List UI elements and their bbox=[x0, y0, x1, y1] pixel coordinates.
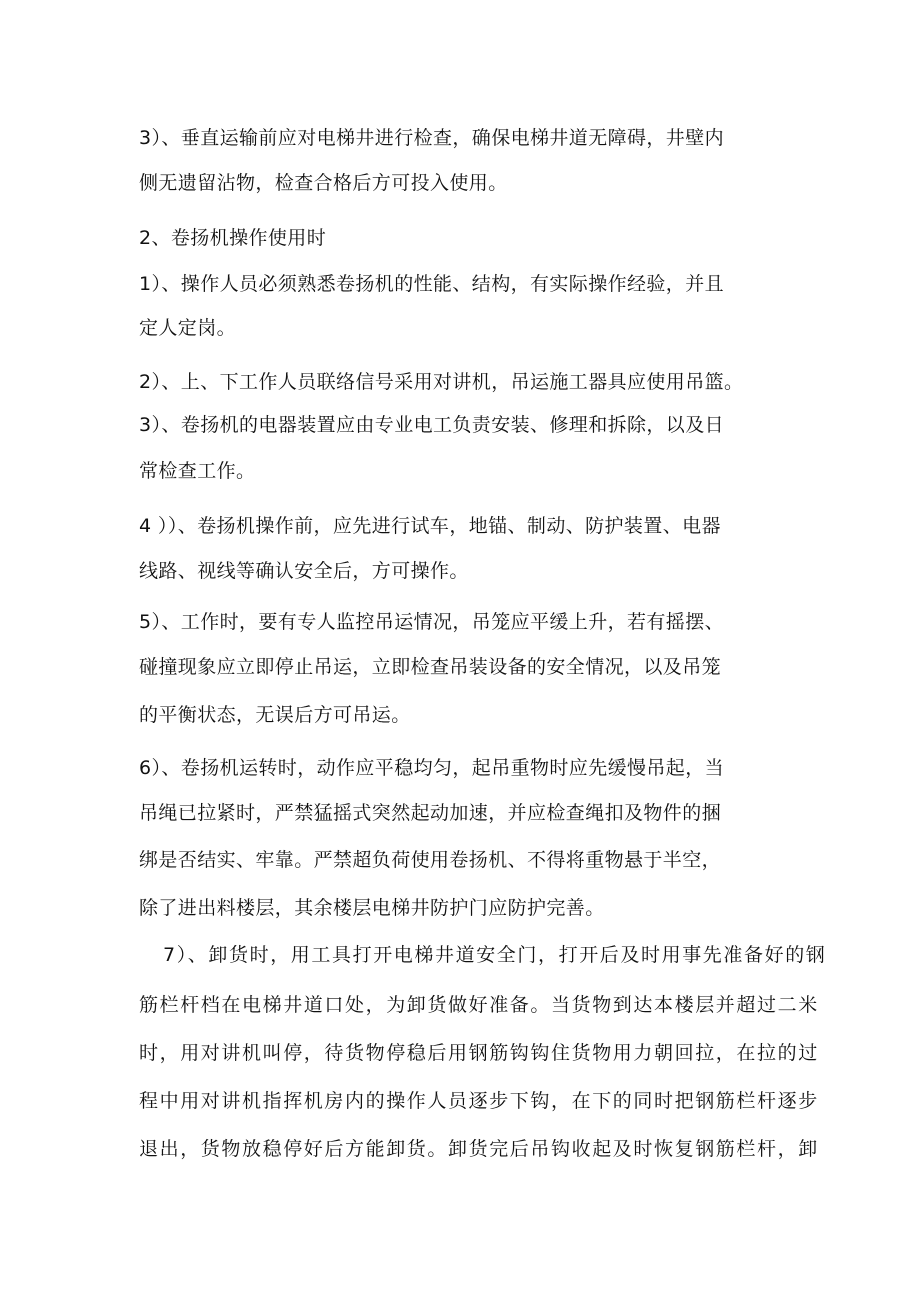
paragraph-4-line-2: 线路、视线等确认安全后，方可操作。 bbox=[139, 560, 469, 582]
paragraph-6-line-1: 6）、卷扬机运转时，动作应平稳均匀，起吊重物时应先缓慢吊起，当 bbox=[139, 757, 724, 779]
paragraph-3-line-2: 常检查工作。 bbox=[139, 460, 256, 482]
paragraph-6-line-4: 除了进出料楼层，其余楼层电梯井防护门应防护完善。 bbox=[139, 897, 605, 919]
paragraph-6-line-3: 绑是否结实、牢靠。严禁超负荷使用卷扬机、不得将重物悬于半空， bbox=[139, 849, 722, 871]
paragraph-7-line-2: 筋栏杆档在电梯井道口处，为卸货做好准备。当货物到达本楼层并超过二米 bbox=[139, 994, 819, 1016]
paragraph-1-line-2: 定人定岗。 bbox=[139, 317, 237, 339]
paragraph-5-line-2: 碰撞现象应立即停止吊运，立即检查吊装设备的安全情况，以及吊笼 bbox=[139, 656, 722, 678]
paragraph-7-line-1: 7）、卸货时，用工具打开电梯井道安全门，打开后及时用事先准备好的钢 bbox=[163, 944, 827, 966]
paragraph-6-line-2: 吊绳已拉紧时，严禁猛摇式突然起动加速，并应检查绳扣及物件的捆 bbox=[139, 802, 722, 824]
paragraph-5-line-1: 5）、工作时，要有专人监控吊运情况，吊笼应平缓上升，若有摇摆、 bbox=[139, 611, 724, 633]
paragraph-7-line-4: 程中用对讲机指挥机房内的操作人员逐步下钩，在下的同时把钢筋栏杆逐步 bbox=[139, 1090, 819, 1112]
paragraph-1-line-1: 1）、操作人员必须熟悉卷扬机的性能、结构，有实际操作经验，并且 bbox=[139, 273, 724, 295]
paragraph-2-line-1: 2）、上、下工作人员联络信号采用对讲机，吊运施工器具应使用吊篮。 bbox=[139, 371, 744, 393]
paragraph-3-vertical-transport-line-2: 侧无遗留沾物，检查合格后方可投入使用。 bbox=[139, 172, 508, 194]
paragraph-3-line-1: 3）、卷扬机的电器装置应由专业电工负责安装、修理和拆除，以及日 bbox=[139, 414, 724, 436]
paragraph-3-vertical-transport-line-1: 3）、垂直运输前应对电梯井进行检查，确保电梯井道无障碍，井壁内 bbox=[139, 127, 724, 149]
paragraph-7-line-3: 时，用对讲机叫停，待货物停稳后用钢筋钩钩住货物用力朝回拉，在拉的过 bbox=[139, 1042, 819, 1064]
paragraph-7-line-5: 退出，货物放稳停好后方能卸货。卸货完后吊钩收起及时恢复钢筋栏杆，卸 bbox=[139, 1138, 819, 1160]
paragraph-5-line-3: 的平衡状态，无误后方可吊运。 bbox=[139, 704, 411, 726]
section-heading-hoist-operation: 2、卷扬机操作使用时 bbox=[139, 227, 327, 249]
paragraph-4-line-1: 4 ））、卷扬机操作前，应先进行试车，地锚、制动、防护装置、电器 bbox=[139, 515, 721, 537]
